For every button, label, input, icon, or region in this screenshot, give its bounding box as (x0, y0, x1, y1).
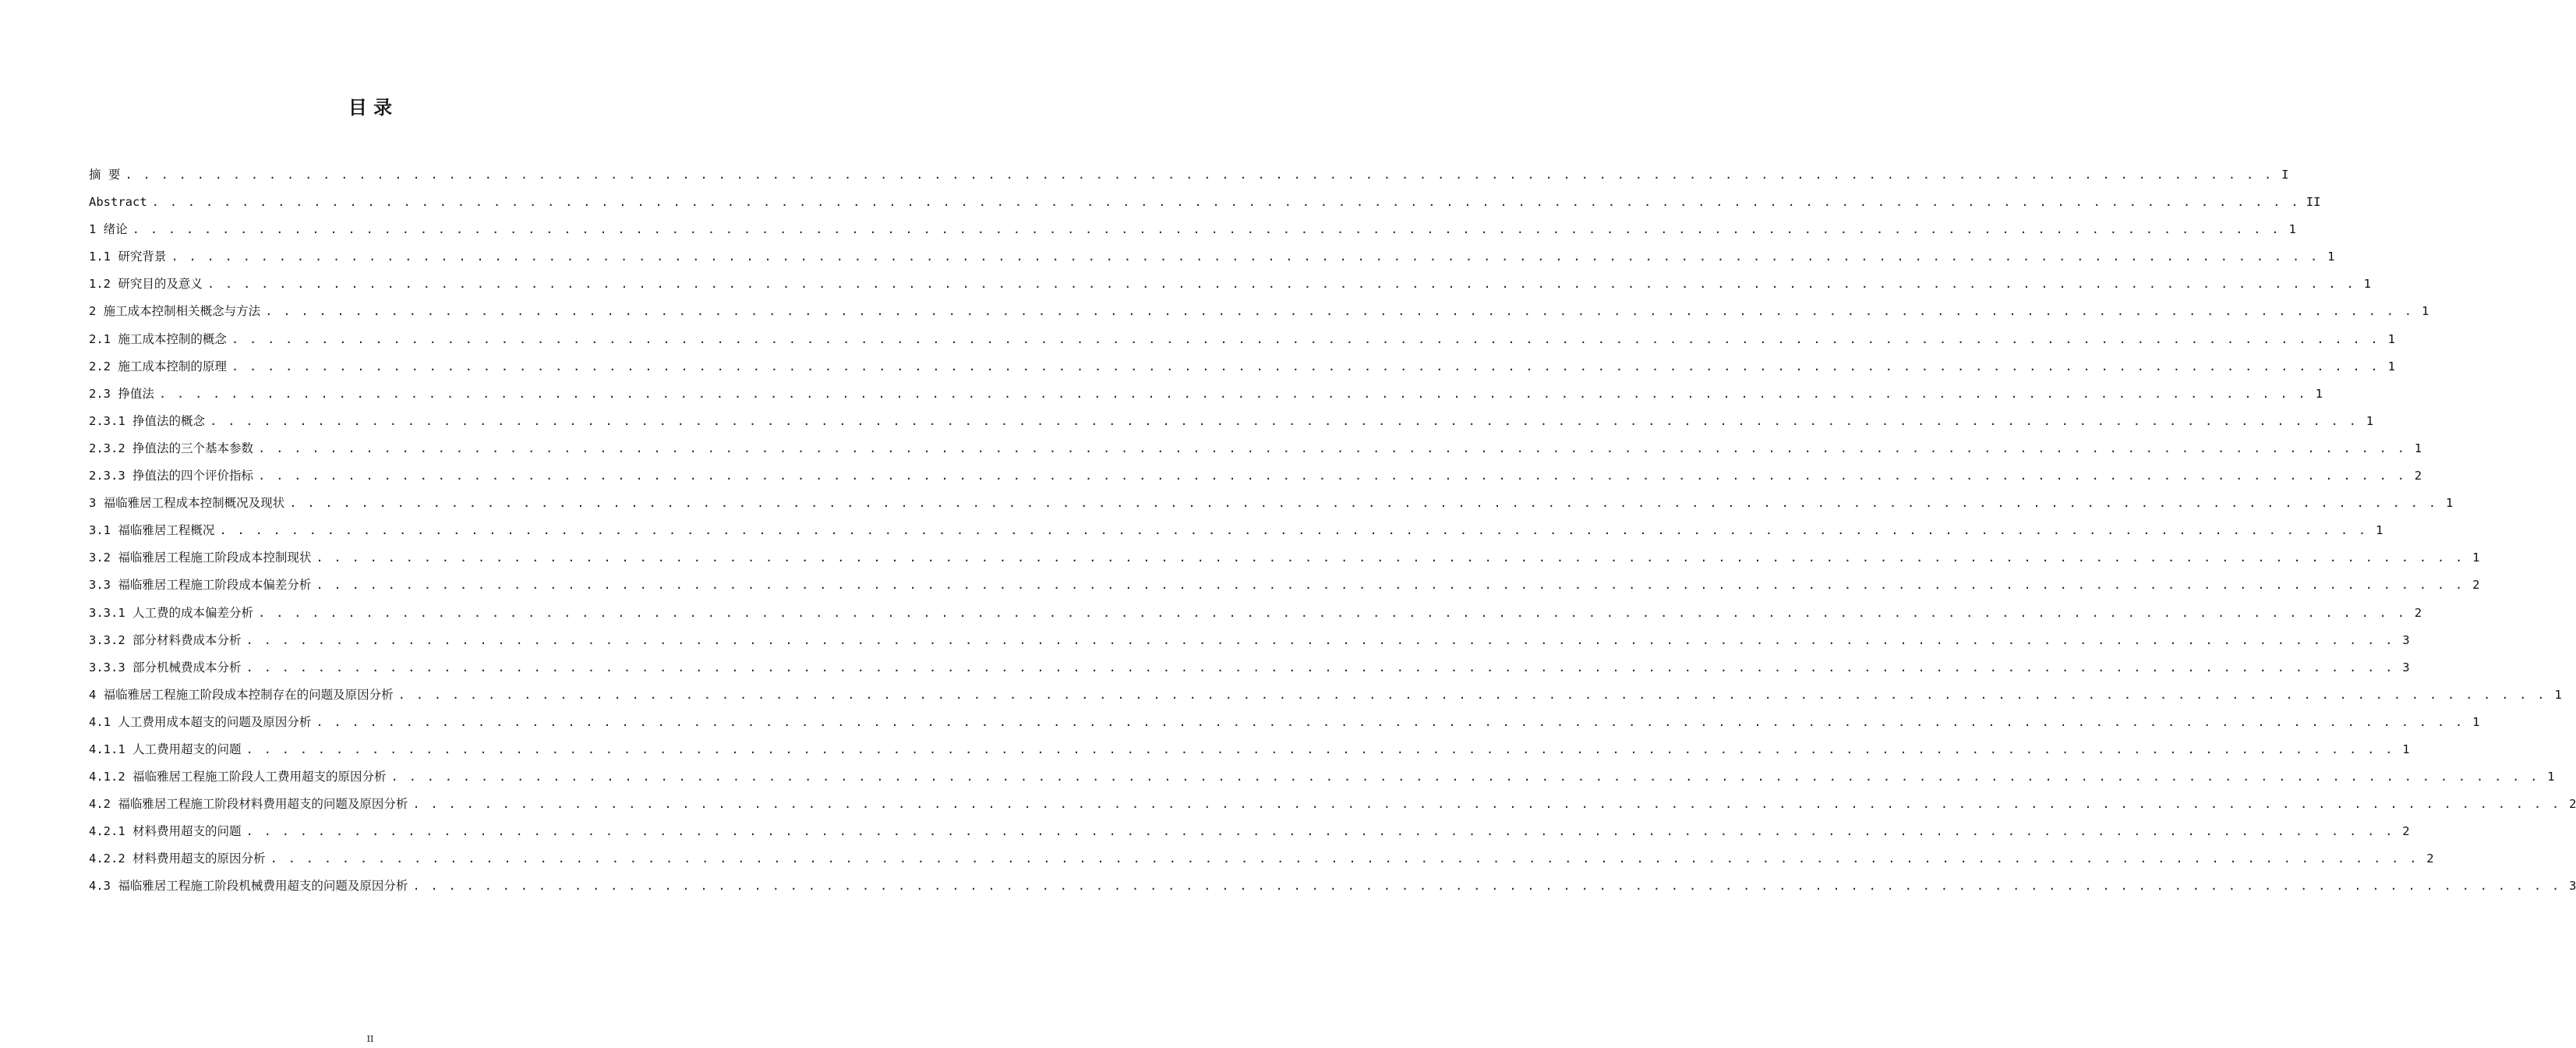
toc-entry-label: 1.2 研究目的及意义 (89, 277, 203, 292)
toc-dot-leader: . . . . . . . . . . . . . . . . . . . . . . . . . . . . . . . . . . . . . . . . . . . . . . . . . . . . . . . . . . . . . . . . . . . . . . . . . . . . . . . . . . . . . . . . . . . . . . . . . . . . . . . . . . . . . . . . . . . . . . . . (231, 331, 2380, 346)
toc-dot-leader: . . . . . . . . . . . . . . . . . . . . . . . . . . . . . . . . . . . . . . . . . . . . . . . . . . . . . . . . . . . . . . . . . . . . . . . . . . . . . . . . . . . . . . . . . . . . . . . . . . . . . . . . . . . . . . . . . . . . . . . . (151, 195, 2300, 210)
toc-entry[interactable] (89, 627, 2410, 654)
toc-dot-leader: . . . . . . . . . . . . . . . . . . . . . . . . . . . . . . . . . . . . . . . . . . . . . . . . . . . . . . . . . . . . . . . . . . . . . . . . . . . . . . . . . . . . . . . . . . . . . . . . . . . . . . . . . . . . . . . . . . . . . . . . (158, 386, 2307, 401)
toc-dot-leader: . . . . . . . . . . . . . . . . . . . . . . . . . . . . . . . . . . . . . . . . . . . . . . . . . . . . . . . . . . . . . . . . . . . . . . . . . . . . . . . . . . . . . . . . . . . . . . . . . . . . . . . . . . . . . . . . . . . . . . . . (246, 660, 2394, 674)
toc-dot-leader: . . . . . . . . . . . . . . . . . . . . . . . . . . . . . . . . . . . . . . . . . . . . . . . . . . . . . . . . . . . . . . . . . . . . . . . . . . . . . . . . . . . . . . . . . . . . . . . . . . . . . . . . . . . . . . . . . . . . . . . . (171, 250, 2320, 264)
table-of-contents (89, 161, 2576, 901)
toc-entry-page-number: 1 (2547, 770, 2555, 784)
toc-entry-label: 4.1.2 福临雅居工程施工阶段人工费用超支的原因分析 (89, 770, 387, 784)
toc-entry-page-number: 2 (2414, 605, 2422, 620)
toc-entry[interactable] (89, 654, 2410, 682)
toc-dot-leader: . . . . . . . . . . . . . . . . . . . . . . . . . . . . . . . . . . . . . . . . . . . . . . . . . . . . . . . . . . . . . . . . . . . . . . . . . . . . . . . . . . . . . . . . . . . . . . . . . . . . . . . . . . . . . . . . . . . . . . . . (258, 605, 2407, 620)
toc-dot-leader: . . . . . . . . . . . . . . . . . . . . . . . . . . . . . . . . . . . . . . . . . . . . . . . . . . . . . . . . . . . . . . . . . . . . . . . . . . . . . . . . . . . . . . . . . . . . . . . . . . . . . . . . . . . . . . . . . . . . . . . . (246, 632, 2394, 647)
toc-dot-leader: . . . . . . . . . . . . . . . . . . . . . . . . . . . . . . . . . . . . . . . . . . . . . . . . . . . . . . . . . . . . . . . . . . . . . . . . . . . . . . . . . . . . . . . . . . . . . . . . . . . . . . . . . . . . . . . . . . . . . . . . (316, 578, 2465, 593)
toc-entry[interactable] (89, 435, 2422, 462)
toc-dot-leader: . . . . . . . . . . . . . . . . . . . . . . . . . . . . . . . . . . . . . . . . . . . . . . . . . . . . . . . . . . . . . . . . . . . . . . . . . . . . . . . . . . . . . . . . . . . . . . . . . . . . . . . . . . . . . . . . . . . . . . . . (258, 469, 2407, 483)
toc-entry-label: 2.1 施工成本控制的概念 (89, 331, 227, 346)
toc-entry[interactable] (89, 161, 2289, 189)
toc-entry-label: 1 绪论 (89, 222, 128, 237)
toc-entry[interactable] (89, 408, 2374, 435)
toc-entry-page-number: II (2306, 195, 2321, 210)
toc-entry[interactable] (89, 763, 2555, 791)
toc-entry-label: 2.3 挣值法 (89, 386, 154, 401)
toc-entry[interactable] (89, 271, 2371, 298)
toc-entry-page-number: 2 (2426, 852, 2434, 866)
page-title: 目 录 (348, 97, 393, 119)
toc-entry[interactable] (89, 572, 2480, 599)
toc-entry[interactable] (89, 600, 2422, 627)
toc-entry[interactable] (89, 216, 2296, 243)
toc-entry[interactable] (89, 381, 2323, 408)
toc-entry-page-number: 2 (2414, 469, 2422, 483)
toc-entry[interactable] (89, 490, 2454, 517)
toc-entry-page-number: 1 (2363, 277, 2371, 292)
toc-entry-page-number: 3 (2569, 879, 2576, 894)
toc-entry-label: 3.3 福临雅居工程施工阶段成本偏差分析 (89, 578, 312, 593)
toc-entry-label: 3.1 福临雅居工程概况 (89, 523, 215, 538)
toc-entry-page-number: 1 (2387, 359, 2395, 374)
toc-dot-leader: . . . . . . . . . . . . . . . . . . . . . . . . . . . . . . . . . . . . . . . . . . . . . . . . . . . . . . . . . . . . . . . . . . . . . . . . . . . . . . . . . . . . . . . . . . . . . . . . . . . . . . . . . . . . . . . . . . . . . . . . (265, 304, 2414, 319)
toc-entry[interactable] (89, 736, 2410, 763)
toc-entry-label: 1.1 研究背景 (89, 250, 167, 264)
toc-entry-page-number: 1 (2366, 413, 2374, 428)
toc-entry-page-number: 1 (2315, 386, 2323, 401)
toc-entry-page-number: 1 (2472, 551, 2480, 565)
toc-entry-label: 2.3.1 挣值法的概念 (89, 413, 205, 428)
toc-entry-page-number: 1 (2445, 496, 2454, 511)
toc-entry-label: 3 福临雅居工程成本控制概况及现状 (89, 496, 285, 511)
toc-dot-leader: . . . . . . . . . . . . . . . . . . . . . . . . . . . . . . . . . . . . . . . . . . . . . . . . . . . . . . . . . . . . . . . . . . . . . . . . . . . . . . . . . . . . . . . . . . . . . . . . . . . . . . . . . . . . . . . . . . . . . . . . (246, 824, 2394, 839)
toc-entry-label: 2.3.3 挣值法的四个评价指标 (89, 469, 253, 483)
toc-entry-page-number: 1 (2414, 441, 2422, 455)
toc-entry-label: 4.2.2 材料费用超支的原因分析 (89, 852, 266, 866)
toc-dot-leader: . . . . . . . . . . . . . . . . . . . . . . . . . . . . . . . . . . . . . . . . . . . . . . . . . . . . . . . . . . . . . . . . . . . . . . . . . . . . . . . . . . . . . . . . . . . . . . . . . . . . . . . . . . . . . . . . . . . . . . . . (316, 714, 2465, 729)
toc-dot-leader: . . . . . . . . . . . . . . . . . . . . . . . . . . . . . . . . . . . . . . . . . . . . . . . . . . . . . . . . . . . . . . . . . . . . . . . . . . . . . . . . . . . . . . . . . . . . . . . . . . . . . . . . . . . . . . . . . . . . . . . . (258, 441, 2407, 455)
toc-entry[interactable] (89, 243, 2335, 271)
toc-dot-leader: . . . . . . . . . . . . . . . . . . . . . . . . . . . . . . . . . . . . . . . . . . . . . . . . . . . . . . . . . . . . . . . . . . . . . . . . . . . . . . . . . . . . . . . . . . . . . . . . . . . . . . . . . . . . . . . . . . . . . . . . (316, 551, 2465, 565)
toc-dot-leader: . . . . . . . . . . . . . . . . . . . . . . . . . . . . . . . . . . . . . . . . . . . . . . . . . . . . . . . . . . . . . . . . . . . . . . . . . . . . . . . . . . . . . . . . . . . . . . . . . . . . . . . . . . . . . . . . . . . . . . . . (412, 797, 2561, 812)
toc-entry-label: 3.2 福临雅居工程施工阶段成本控制现状 (89, 551, 312, 565)
toc-dot-leader: . . . . . . . . . . . . . . . . . . . . . . . . . . . . . . . . . . . . . . . . . . . . . . . . . . . . . . . . . . . . . . . . . . . . . . . . . . . . . . . . . . . . . . . . . . . . . . . . . . . . . . . . . . . . . . . . . . . . . . . . (219, 523, 2368, 538)
toc-entry-label: 摘 要 (89, 168, 121, 182)
toc-entry-page-number: 1 (2554, 687, 2562, 702)
toc-entry-page-number: 1 (2327, 250, 2335, 264)
toc-entry[interactable] (89, 682, 2562, 709)
toc-dot-leader: . . . . . . . . . . . . . . . . . . . . . . . . . . . . . . . . . . . . . . . . . . . . . . . . . . . . . . . . . . . . . . . . . . . . . . . . . . . . . . . . . . . . . . . . . . . . . . . . . . . . . . . . . . . . . . . . . . . . . . . . (246, 742, 2394, 756)
toc-entry-label: 4.1 人工费用成本超支的问题及原因分析 (89, 714, 312, 729)
toc-entry[interactable] (89, 462, 2422, 490)
toc-entry-label: 3.3.1 人工费的成本偏差分析 (89, 605, 253, 620)
toc-entry[interactable] (89, 326, 2395, 353)
toc-entry[interactable] (89, 298, 2429, 325)
toc-entry-label: 2 施工成本控制相关概念与方法 (89, 304, 261, 319)
toc-entry-page-number: 2 (2472, 578, 2480, 593)
toc-entry[interactable] (89, 544, 2480, 572)
toc-entry[interactable] (89, 517, 2383, 544)
toc-dot-leader: . . . . . . . . . . . . . . . . . . . . . . . . . . . . . . . . . . . . . . . . . . . . . . . . . . . . . . . . . . . . . . . . . . . . . . . . . . . . . . . . . . . . . . . . . . . . . . . . . . . . . . . . . . . . . . . . . . . . . . . . (289, 496, 2438, 511)
toc-entry-page-number: I (2281, 168, 2289, 182)
toc-entry-page-number: 1 (2402, 742, 2410, 756)
toc-entry-label: 2.2 施工成本控制的原理 (89, 359, 227, 374)
toc-entry-label: 4.2.1 材料费用超支的问题 (89, 824, 242, 839)
toc-entry-label: 4 福临雅居工程施工阶段成本控制存在的问题及原因分析 (89, 687, 394, 702)
toc-entry-page-number: 1 (2376, 523, 2383, 538)
toc-entry-label: 4.1.1 人工费用超支的问题 (89, 742, 242, 756)
toc-entry-page-number: 3 (2402, 660, 2410, 674)
toc-entry-page-number: 2 (2402, 824, 2410, 839)
toc-entry-page-number: 2 (2569, 797, 2576, 812)
toc-entry-label: 4.2 福临雅居工程施工阶段材料费用超支的问题及原因分析 (89, 797, 408, 812)
toc-dot-leader: . . . . . . . . . . . . . . . . . . . . . . . . . . . . . . . . . . . . . . . . . . . . . . . . . . . . . . . . . . . . . . . . . . . . . . . . . . . . . . . . . . . . . . . . . . . . . . . . . . . . . . . . . . . . . . . . . . . . . . . . (207, 277, 2355, 292)
toc-dot-leader: . . . . . . . . . . . . . . . . . . . . . . . . . . . . . . . . . . . . . . . . . . . . . . . . . . . . . . . . . . . . . . . . . . . . . . . . . . . . . . . . . . . . . . . . . . . . . . . . . . . . . . . . . . . . . . . . . . . . . . . . (412, 879, 2561, 894)
toc-entry-page-number: 1 (2288, 222, 2296, 237)
toc-dot-leader: . . . . . . . . . . . . . . . . . . . . . . . . . . . . . . . . . . . . . . . . . . . . . . . . . . . . . . . . . . . . . . . . . . . . . . . . . . . . . . . . . . . . . . . . . . . . . . . . . . . . . . . . . . . . . . . . . . . . . . . . (231, 359, 2380, 374)
page-number: II (366, 1034, 374, 1044)
toc-entry[interactable] (89, 818, 2410, 845)
toc-entry-label: 4.3 福临雅居工程施工阶段机械费用超支的问题及原因分析 (89, 879, 408, 894)
toc-entry[interactable] (89, 873, 2576, 900)
toc-entry[interactable] (89, 353, 2395, 381)
toc-entry[interactable] (89, 709, 2480, 736)
toc-entry-label: 2.3.2 挣值法的三个基本参数 (89, 441, 253, 455)
toc-dot-leader: . . . . . . . . . . . . . . . . . . . . . . . . . . . . . . . . . . . . . . . . . . . . . . . . . . . . . . . . . . . . . . . . . . . . . . . . . . . . . . . . . . . . . . . . . . . . . . . . . . . . . . . . . . . . . . . . . . . . . . . . (210, 413, 2359, 428)
toc-entry-label: Abstract (89, 195, 147, 210)
toc-dot-leader: . . . . . . . . . . . . . . . . . . . . . . . . . . . . . . . . . . . . . . . . . . . . . . . . . . . . . . . . . . . . . . . . . . . . . . . . . . . . . . . . . . . . . . . . . . . . . . . . . . . . . . . . . . . . . . . . . . . . . . . . (125, 168, 2274, 182)
toc-entry-page-number: 1 (2472, 714, 2480, 729)
toc-entry-label: 3.3.2 部分材料费成本分析 (89, 632, 242, 647)
toc-dot-leader: . . . . . . . . . . . . . . . . . . . . . . . . . . . . . . . . . . . . . . . . . . . . . . . . . . . . . . . . . . . . . . . . . . . . . . . . . . . . . . . . . . . . . . . . . . . . . . . . . . . . . . . . . . . . . . . . . . . . . . . . (390, 770, 2539, 784)
toc-dot-leader: . . . . . . . . . . . . . . . . . . . . . . . . . . . . . . . . . . . . . . . . . . . . . . . . . . . . . . . . . . . . . . . . . . . . . . . . . . . . . . . . . . . . . . . . . . . . . . . . . . . . . . . . . . . . . . . . . . . . . . . . (398, 687, 2546, 702)
toc-dot-leader: . . . . . . . . . . . . . . . . . . . . . . . . . . . . . . . . . . . . . . . . . . . . . . . . . . . . . . . . . . . . . . . . . . . . . . . . . . . . . . . . . . . . . . . . . . . . . . . . . . . . . . . . . . . . . . . . . . . . . . . . (132, 222, 2281, 237)
toc-entry-page-number: 3 (2402, 632, 2410, 647)
toc-entry[interactable] (89, 189, 2321, 216)
toc-entry-label: 3.3.3 部分机械费成本分析 (89, 660, 242, 674)
toc-entry-page-number: 1 (2387, 331, 2395, 346)
toc-entry[interactable] (89, 845, 2434, 873)
toc-entry-page-number: 1 (2421, 304, 2429, 319)
toc-dot-leader: . . . . . . . . . . . . . . . . . . . . . . . . . . . . . . . . . . . . . . . . . . . . . . . . . . . . . . . . . . . . . . . . . . . . . . . . . . . . . . . . . . . . . . . . . . . . . . . . . . . . . . . . . . . . . . . . . . . . . . . . (270, 852, 2419, 866)
toc-entry[interactable] (89, 791, 2576, 818)
